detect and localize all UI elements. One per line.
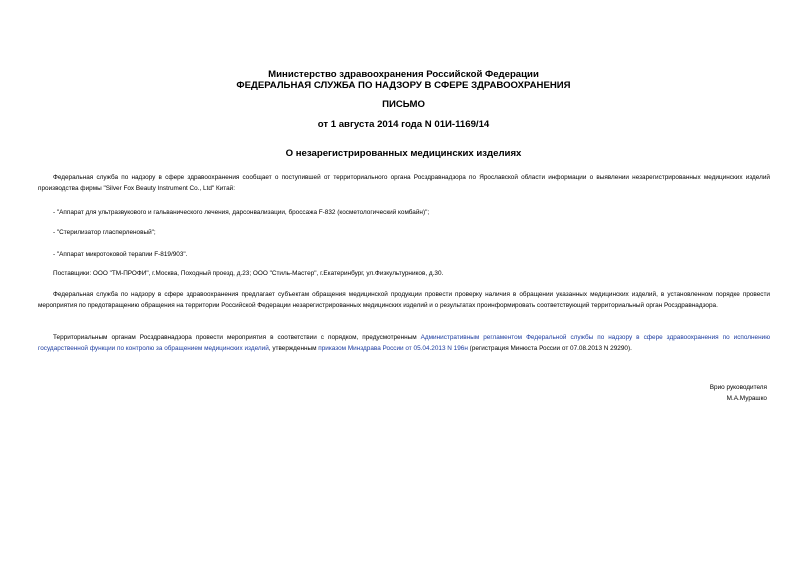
document-type: ПИСЬМО (382, 99, 425, 110)
document-date-number: от 1 августа 2014 года N 01И-1169/14 (317, 119, 490, 130)
territory-paragraph (38, 333, 770, 354)
signatory-name: М.А.Мурашко (726, 395, 767, 402)
list-item: - "Аппарат микротоковой терапии F-819/903". (53, 251, 188, 258)
territory-text-1: Территориальным органам Росздравнадзора провести мероприятия в соответствии с порядком, предусмотренным (53, 334, 421, 341)
regulation-link[interactable]: Административным регламентом Федеральной службы по надзору в сфере здравоохранения по исполнению государственной функции по контролю за обращением медицинских изделий (38, 334, 770, 352)
ministry-name: Министерство здравоохранения Российской Федерации (268, 69, 539, 80)
order-link[interactable]: приказом Минздрава России от 05.04.2013 N 196н (318, 344, 468, 352)
list-item: - "Стерилизатор гласперленовый"; (53, 229, 156, 236)
territory-text-3: (регистрация Минюста России от 07.08.2013 N 29290). (467, 344, 632, 352)
suppliers-paragraph: Поставщики: ООО "ТМ-ПРОФИ", г.Москва, Походный проезд, д.23; ООО "Стиль-Мастер", г.Екатеринбург, ул.Физкультурников, д.30. (53, 270, 444, 277)
signatory-position: Врио руководителя (709, 384, 767, 391)
territory-text-2: , утвержденным (268, 344, 319, 352)
service-name: ФЕДЕРАЛЬНАЯ СЛУЖБА ПО НАДЗОРУ В СФЕРЕ ЗДРАВООХРАНЕНИЯ (236, 80, 571, 91)
document-subject: О незарегистрированных медицинских изделиях (285, 148, 522, 159)
intro-paragraph: Федеральная служба по надзору в сфере здравоохранения сообщает о поступившей от территориального органа Росздравнадзора по Ярославской области информации о выявлении незарегистрированных медицинских изделий производства фирмы "Silver Fox Beauty Instrument Co., Ltd" Китай: (38, 174, 770, 192)
list-item: - "Аппарат для ультразвукового и гальванического лечения, дарсонвализации, броссажа F-832 (косметологический комбайн)"; (53, 209, 430, 216)
proposal-paragraph: Федеральная служба по надзору в сфере здравоохранения предлагает субъектам обращения медицинской продукции провести проверку наличия в обращении указанных медицинских изделий, в установленном порядке провести мероприятия по предотвращению обращения на территории Российской Федерации незарегистрированных медицинских изделий и о результатах проинформировать соответствующий территориальный орган Росздравнадзора. (38, 291, 770, 309)
